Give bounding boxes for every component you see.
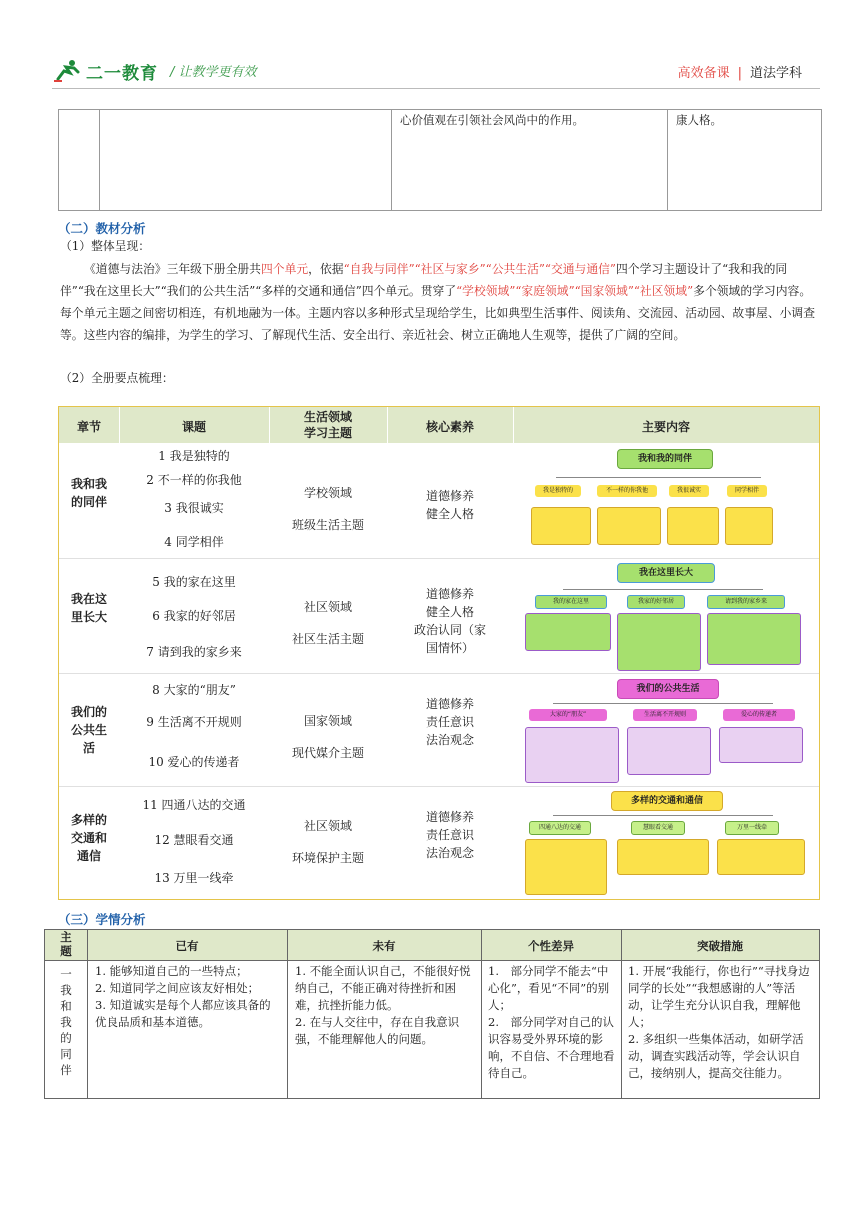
lesson-11: 11 四通八达的交通 bbox=[142, 798, 246, 812]
header-label-subject: 道法学科 bbox=[749, 66, 802, 81]
overview-paragraph: 《道德与法治》三年级下册全册共四个单元，依据“自我与同伴”“社区与家乡”“公共生活”“交通与通信”四个学习主题设计了“我和我的同伴”“我在这里长大”“我们的公共生活”“多样的交通和通信”四个单元。贯穿了“学校领域”“家庭领域”“国家领域”“社区领域”多个领域的学习内容。每个单元主题之间密切相连，有机地融为一体。主题内容以多种形式呈现给学生，比如典型生活事件、阅读角、交流园、活动园、故事屋、小调查等。这些内容的编排，为学生的学习、了解现代生活、安全出行、亲近社会、树立正确地人生观等，提供了广阔的空间。 bbox=[60, 262, 816, 342]
domain-3: 国家领域 现代媒介主题 bbox=[291, 714, 364, 760]
mindmap-unit-1 bbox=[531, 449, 801, 553]
lesson-1: 1 我是独特的 bbox=[158, 449, 230, 463]
mindmap-title: 我和我的同伴 bbox=[617, 449, 713, 469]
mindmap-title: 多样的交通和通信 bbox=[611, 791, 723, 811]
mindmap-unit-2 bbox=[523, 563, 813, 667]
mindmap-unit-4 bbox=[523, 791, 813, 895]
mindmap-title: 我在这里长大 bbox=[617, 563, 715, 583]
th-domain: 生活领域 学习主题 bbox=[303, 410, 352, 440]
fragment-cell-2: 康人格。 bbox=[676, 113, 722, 127]
has-cell: 1. 能够知道自己的一些特点； 2. 知道同学之间应该友好相处； 3. 知道诚实是每个人都应该具备的优良品质和基本道德。 bbox=[95, 964, 271, 1029]
mindmap-node: 大家的“朋友” bbox=[529, 709, 607, 721]
mindmap-node: 请到我的家乡来 bbox=[707, 595, 785, 609]
mindmap-node: 我家的好邻居 bbox=[627, 595, 685, 609]
mindmap-node: 我是独特的 bbox=[535, 485, 581, 497]
th-literacy: 核心素养 bbox=[425, 420, 474, 434]
header-label-efficient: 高效备课 bbox=[677, 66, 730, 81]
section-sub-summary: （2）全册要点梳理： bbox=[60, 371, 174, 385]
lacks-cell: 1. 不能全面认识自己，不能很好悦纳自己，不能正确对待挫折和困难，抗挫折能力低。 2. 在与人交往中，存在自我意识强，不能理解他人的问题。 bbox=[295, 964, 471, 1046]
header-separator: | bbox=[737, 66, 742, 81]
differences-cell: 1. 部分同学不能去“中心化”，看见“不同”的别人； 2. 部分同学对自己的认识容易受外界环境的影响，不自信、不合理地看待自己。 bbox=[488, 964, 615, 1080]
chapter-4: 多样的 交通和 通信 bbox=[70, 813, 107, 863]
lesson-2: 2 不一样的你我他 bbox=[146, 473, 242, 487]
lesson-5: 5 我的家在这里 bbox=[152, 575, 236, 589]
fragment-cell-1: 心价值观在引领社会风尚中的作用。 bbox=[400, 113, 584, 127]
mindmap-node: 同学相伴 bbox=[727, 485, 767, 497]
lesson-6: 6 我家的好邻居 bbox=[152, 609, 236, 623]
mindmap-unit-3 bbox=[523, 679, 813, 783]
th-lesson: 课题 bbox=[181, 420, 206, 434]
chapter-2: 我在这 里长大 bbox=[70, 592, 107, 624]
lesson-9: 9 生活离不开规则 bbox=[146, 715, 242, 729]
literacy-2: 道德修养 健全人格 政治认同（家 国情怀） bbox=[413, 587, 486, 655]
mindmap-node: 万里一线牵 bbox=[725, 821, 779, 835]
header-divider bbox=[52, 88, 820, 89]
lesson-7: 7 请到我的家乡来 bbox=[146, 645, 242, 659]
literacy-1: 道德修养 健全人格 bbox=[425, 489, 474, 521]
summary-table bbox=[58, 406, 820, 900]
lesson-10: 10 爱心的传递者 bbox=[148, 755, 240, 769]
runner-logo-icon bbox=[52, 59, 82, 83]
section-heading-students: （三）学情分析 bbox=[58, 912, 146, 927]
literacy-4: 道德修养 责任意识 法治观念 bbox=[425, 810, 474, 860]
mindmap-title: 我们的公共生活 bbox=[617, 679, 719, 699]
mindmap-node: 生活离不开规则 bbox=[633, 709, 697, 721]
mindmap-node: 我的家在这里 bbox=[535, 595, 607, 609]
th-chapter: 章节 bbox=[76, 420, 101, 434]
domain-4: 社区领域 环境保护主题 bbox=[291, 819, 364, 865]
slogan: / 让教学更有效 bbox=[170, 65, 257, 80]
bth-measures: 突破措施 bbox=[697, 939, 743, 953]
bth-theme: 主 题 bbox=[60, 930, 72, 958]
mindmap-node: 我很诚实 bbox=[669, 485, 709, 497]
student-analysis-table bbox=[44, 929, 820, 1099]
mindmap-node: 慧眼看交通 bbox=[631, 821, 685, 835]
lesson-12: 12 慧眼看交通 bbox=[154, 833, 234, 847]
logo-text: 二一教育 bbox=[86, 63, 158, 84]
header-right bbox=[678, 62, 802, 81]
domain-1: 学校领域 班级生活主题 bbox=[291, 486, 364, 532]
lesson-3: 3 我很诚实 bbox=[164, 501, 224, 515]
chapter-3: 我们的 公共生 活 bbox=[70, 705, 107, 755]
mindmap-node: 不一样的你我他 bbox=[597, 485, 657, 497]
bth-differences: 个性差异 bbox=[528, 939, 574, 953]
section-sub-overview: （1）整体呈现： bbox=[60, 239, 151, 253]
bth-lacks: 未有 bbox=[372, 939, 396, 953]
lesson-13: 13 万里一线牵 bbox=[154, 871, 234, 885]
lesson-8: 8 大家的“朋友” bbox=[152, 683, 236, 697]
section-heading-textbook: （二）教材分析 bbox=[58, 221, 146, 236]
theme-cell: 一 我 和 我 的 同 伴 bbox=[60, 967, 72, 1077]
mindmap-node: 爱心的传递者 bbox=[723, 709, 795, 721]
domain-2: 社区领域 社区生活主题 bbox=[291, 600, 364, 646]
bth-has: 已有 bbox=[175, 939, 199, 953]
literacy-3: 道德修养 责任意识 法治观念 bbox=[425, 697, 474, 747]
lesson-4: 4 同学相伴 bbox=[164, 535, 224, 549]
chapter-1: 我和我 的同伴 bbox=[70, 477, 107, 509]
mindmap-node: 四通八达的交通 bbox=[529, 821, 591, 835]
th-content: 主要内容 bbox=[641, 420, 690, 434]
measures-cell: 1. 开展“我能行，你也行”“寻找身边同学的长处”“我想感谢的人”等活动，让学生充分认识自我，理解他人； 2. 多组织一些集体活动，如研学活动，调查实践活动等，学会认识自己，接纳别人，提高交往能力。 bbox=[628, 964, 810, 1080]
